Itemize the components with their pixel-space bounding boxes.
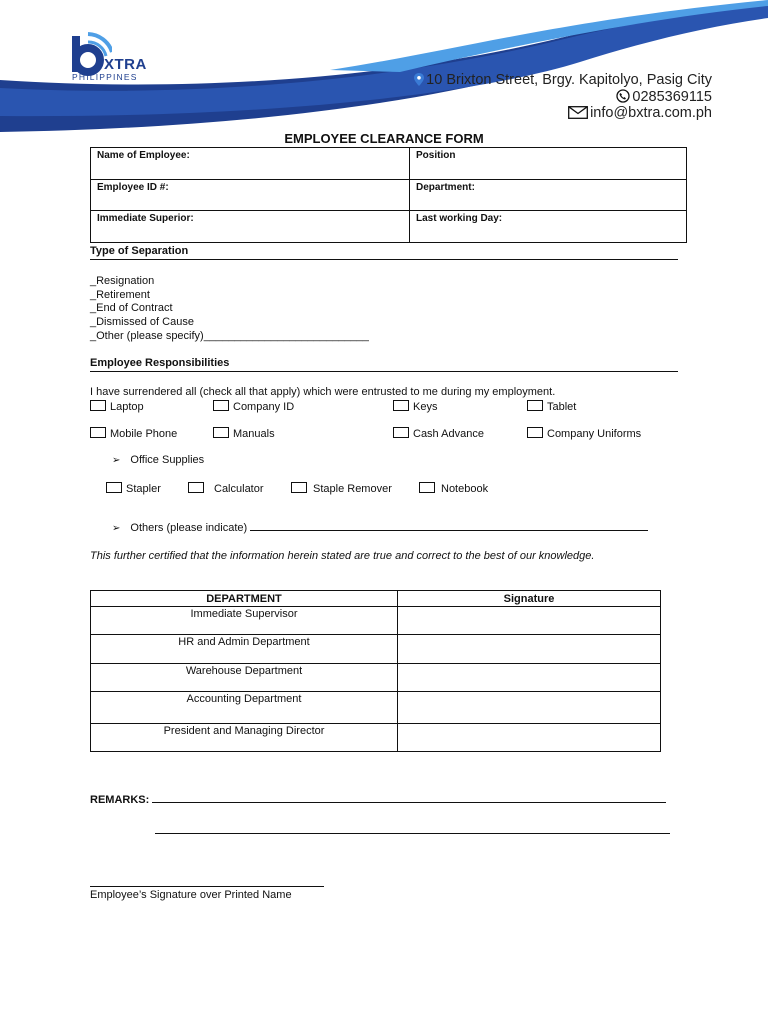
checkbox-box[interactable] xyxy=(393,427,409,438)
department-signoff-table xyxy=(90,590,661,752)
others-row: ➢ Others (please indicate) xyxy=(112,522,648,534)
checkbox-box[interactable] xyxy=(90,400,106,411)
name-field[interactable]: Name of Employee: xyxy=(91,148,410,180)
department-field[interactable]: Department: xyxy=(410,179,687,211)
checkbox-box[interactable] xyxy=(527,400,543,411)
checkbox-box[interactable] xyxy=(106,482,122,493)
responsibilities-rule xyxy=(90,371,678,372)
map-pin-icon xyxy=(414,73,424,86)
checkbox-manuals[interactable]: Manuals xyxy=(213,427,275,440)
office-supplies-label: ➢ Office Supplies xyxy=(112,454,205,466)
separation-option[interactable]: _Dismissed of Cause xyxy=(90,316,194,328)
separation-option[interactable]: _Resignation xyxy=(90,275,155,287)
checkbox-box[interactable] xyxy=(213,400,229,411)
checkbox-box[interactable] xyxy=(213,427,229,438)
employee-id-field[interactable]: Employee ID #: xyxy=(91,179,410,211)
dept-row-label: President and Managing Director xyxy=(91,724,398,752)
superior-field[interactable]: Immediate Superior: xyxy=(91,211,410,243)
employee-signature-line[interactable] xyxy=(90,886,324,887)
separation-option[interactable]: _End of Contract xyxy=(90,302,173,314)
checkbox-stapler[interactable]: Stapler xyxy=(106,482,161,495)
dept-row-label: Immediate Supervisor xyxy=(91,607,398,635)
form-title: EMPLOYEE CLEARANCE FORM xyxy=(284,131,484,146)
checkbox-mobile-phone[interactable]: Mobile Phone xyxy=(90,427,177,440)
remarks-line[interactable] xyxy=(152,802,666,803)
checkbox-company-id[interactable]: Company ID xyxy=(213,400,294,413)
contact-email: info@bxtra.com.ph xyxy=(568,105,712,121)
employee-signature-label: Employee’s Signature over Printed Name xyxy=(90,889,292,901)
responsibilities-intro: I have surrendered all (check all that apply) which were entrusted to me during my employment. xyxy=(90,386,556,398)
logo-wordmark: XTRA xyxy=(104,56,147,73)
dept-row-label: Warehouse Department xyxy=(91,664,398,692)
separation-option[interactable]: _Other (please specify)___________________________ xyxy=(90,330,369,342)
signature-cell[interactable] xyxy=(398,724,661,752)
signature-cell[interactable] xyxy=(398,664,661,692)
signature-cell[interactable] xyxy=(398,692,661,724)
checkbox-tablet[interactable]: Tablet xyxy=(527,400,576,413)
dept-row-label: Accounting Department xyxy=(91,692,398,724)
checkbox-calculator[interactable]: Calculator xyxy=(188,482,264,495)
remarks-line-2[interactable] xyxy=(155,833,670,834)
arrow-bullet-icon: ➢ xyxy=(112,523,121,534)
checkbox-staple-remover[interactable]: Staple Remover xyxy=(291,482,392,495)
checkbox-notebook[interactable]: Notebook xyxy=(419,482,488,495)
remarks-row xyxy=(90,794,666,806)
col-department: DEPARTMENT xyxy=(91,591,398,607)
employee-info-table xyxy=(90,147,687,243)
signature-cell[interactable] xyxy=(398,607,661,635)
position-field[interactable]: Position xyxy=(410,148,687,180)
col-signature: Signature xyxy=(398,591,661,607)
phone-icon xyxy=(616,89,630,103)
contact-address: 10 Brixton Street, Brgy. Kapitolyo, Pasig City xyxy=(414,72,712,88)
responsibilities-heading: Employee Responsibilities xyxy=(90,357,230,369)
separation-option[interactable]: _Retirement xyxy=(90,289,150,301)
signature-cell[interactable] xyxy=(398,635,661,664)
separation-rule xyxy=(90,259,678,260)
checkbox-box[interactable] xyxy=(291,482,307,493)
checkbox-box[interactable] xyxy=(527,427,543,438)
logo-country: PHILIPPINES xyxy=(72,72,138,82)
remarks-label: REMARKS: xyxy=(90,794,150,806)
others-input-line[interactable] xyxy=(250,530,648,531)
dept-row-label: HR and Admin Department xyxy=(91,635,398,664)
checkbox-box[interactable] xyxy=(393,400,409,411)
checkbox-keys[interactable]: Keys xyxy=(393,400,437,413)
arrow-bullet-icon: ➢ xyxy=(112,455,121,466)
checkbox-box[interactable] xyxy=(90,427,106,438)
checkbox-box[interactable] xyxy=(419,482,435,493)
checkbox-cash-advance[interactable]: Cash Advance xyxy=(393,427,484,440)
last-day-field[interactable]: Last working Day: xyxy=(410,211,687,243)
checkbox-company-uniforms[interactable]: Company Uniforms xyxy=(527,427,641,440)
certification-text: This further certified that the information herein stated are true and correct to the best of our knowledge. xyxy=(90,550,595,562)
envelope-icon xyxy=(568,106,588,119)
contact-phone: 0285369115 xyxy=(616,89,712,105)
checkbox-box[interactable] xyxy=(188,482,204,493)
separation-heading: Type of Separation xyxy=(90,245,189,257)
checkbox-laptop[interactable]: Laptop xyxy=(90,400,144,413)
